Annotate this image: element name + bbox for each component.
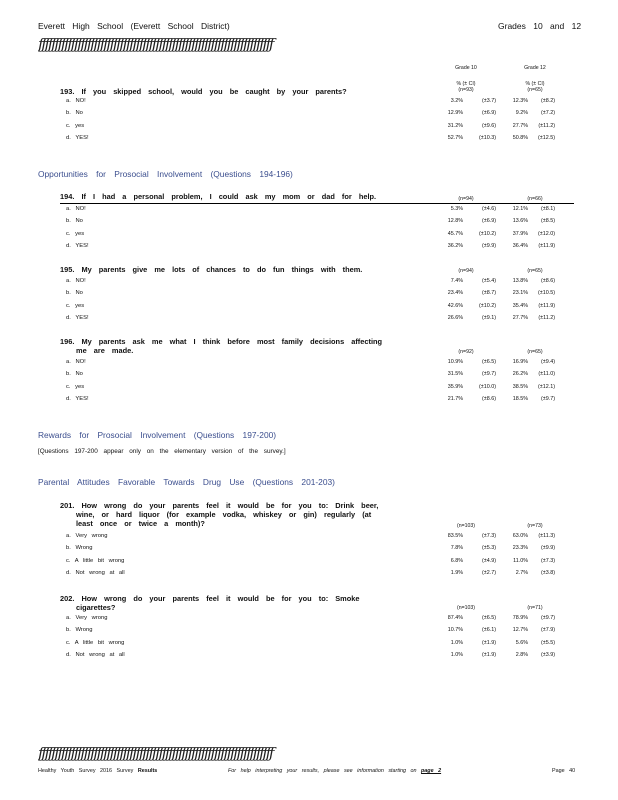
question-202-title-line2: cigarettes? xyxy=(76,603,116,612)
question-202-title-line1: 202. How wrong do your parents feel it would be for you to: Smoke xyxy=(60,594,360,603)
option-label: d. YES! xyxy=(66,395,89,402)
grade10-ci: (±8.6) xyxy=(481,395,496,402)
grade12-percent: 23.1% xyxy=(512,290,528,297)
grade12-percent: 12.1% xyxy=(512,206,528,212)
grade12-ci: (±11.9) xyxy=(538,242,555,249)
grade10-percent: 87.4% xyxy=(447,615,463,621)
col-head-grade12: Grade 12 xyxy=(524,65,546,71)
grade10-percent: 31.5% xyxy=(447,371,463,378)
grade10-percent: 35.9% xyxy=(447,383,463,390)
grade12-ci: (±5.5) xyxy=(540,639,555,646)
grade12-ci: (±7.2) xyxy=(540,110,555,117)
col-head-ci-10: % (± CI) xyxy=(456,81,476,87)
grade12-ci: (±9.7) xyxy=(540,395,555,402)
option-label: b. No xyxy=(66,371,83,378)
grade10-percent: 36.2% xyxy=(447,242,463,249)
grade10-percent: 3.2% xyxy=(450,98,463,104)
q202-n-grade10: (n=103) xyxy=(456,605,476,611)
grade10-ci: (±6.5) xyxy=(481,615,496,621)
grade10-percent: 21.7% xyxy=(447,395,463,402)
grade12-percent: 50.8% xyxy=(512,134,528,141)
section-heading-parental-attitudes: Parental Attitudes Favorable Towards Drug Use (Questions 201-203) xyxy=(38,477,335,487)
footer-survey-label: Healthy Youth Survey 2016 Survey xyxy=(38,768,134,774)
option-label: d. YES! xyxy=(66,134,89,141)
grade12-ci: (±11.2) xyxy=(538,314,555,321)
q201-n-grade10: (n=103) xyxy=(456,523,476,529)
grade10-percent: 83.5% xyxy=(447,533,463,539)
grade10-ci: (±9.7) xyxy=(481,371,496,378)
grade12-percent: 27.7% xyxy=(512,314,528,321)
grade10-ci: (±2.7) xyxy=(481,569,496,576)
grade12-ci: (±10.5) xyxy=(537,290,555,297)
grade12-ci: (±3.9) xyxy=(540,651,555,658)
option-label: a. NO! xyxy=(66,359,86,365)
option-label: a. Very wrong xyxy=(66,615,108,621)
q194-n-grade12: (n=66) xyxy=(527,196,543,202)
grade10-percent: 1.0% xyxy=(450,651,463,658)
q194-n-grade10: (n=94) xyxy=(458,196,474,202)
option-label: a. NO! xyxy=(66,98,86,104)
grade10-ci: (±10.2) xyxy=(478,230,496,237)
grade12-ci: (±11.0) xyxy=(538,371,555,378)
grade10-ci: (±4.6) xyxy=(481,206,496,212)
question-194-title: 194. If I had a personal problem, I could ask my mom or dad for help. xyxy=(60,192,377,201)
question-201-title-line3: least once or twice a month)? xyxy=(76,519,205,528)
q193-n-grade12: (n=65) xyxy=(527,87,543,93)
grade10-percent: 10.9% xyxy=(447,359,463,365)
grade10-ci: (±6.5) xyxy=(481,359,496,365)
grade10-ci: (±10.0) xyxy=(478,383,496,390)
grade12-percent: 27.7% xyxy=(512,122,528,129)
option-label: a. NO! xyxy=(66,278,86,284)
grade10-ci: (±10.2) xyxy=(478,302,496,309)
grade12-ci: (±7.3) xyxy=(540,557,555,564)
grade10-percent: 6.8% xyxy=(450,557,463,564)
option-label: a. Very wrong xyxy=(66,533,108,539)
grade10-percent: 7.8% xyxy=(450,545,463,552)
grade12-ci: (±9.9) xyxy=(540,545,555,552)
footer-results-label: Results xyxy=(137,768,158,774)
grade12-percent: 12.3% xyxy=(512,98,528,104)
q193-n-grade10: (n=93) xyxy=(458,87,474,93)
option-label: c. yes xyxy=(66,122,85,129)
grade10-ci: (±8.7) xyxy=(481,290,496,297)
footer-page-number: Page 40 xyxy=(552,768,576,774)
footer-survey-name xyxy=(38,768,157,774)
grade12-percent: 2.7% xyxy=(515,569,528,576)
grade12-ci: (±8.6) xyxy=(540,278,555,284)
question-193-title: 193. If you skipped school, would you be caught by your parents? xyxy=(60,87,347,96)
footer-page-link[interactable]: page 2 xyxy=(421,768,442,774)
grade10-percent: 10.7% xyxy=(447,627,463,634)
option-label: d. Not wrong at all xyxy=(66,651,125,658)
col-head-grade10: Grade 10 xyxy=(455,65,477,71)
grade10-ci: (±4.9) xyxy=(481,557,496,564)
grade10-ci: (±3.7) xyxy=(481,98,496,104)
grade12-ci: (±11.2) xyxy=(538,122,555,129)
grade12-percent: 26.2% xyxy=(512,371,528,378)
option-label: a. NO! xyxy=(66,206,86,212)
grade10-percent: 1.0% xyxy=(450,639,463,646)
q201-n-grade12: (n=73) xyxy=(527,523,543,529)
grade12-percent: 2.8% xyxy=(515,651,528,658)
grade12-ci: (±9.4) xyxy=(540,359,555,365)
grade12-percent: 18.5% xyxy=(512,395,528,402)
rewards-note: [Questions 197-200 appear only on the elementary version of the survey.] xyxy=(38,448,286,455)
question-196-title-line1: 196. My parents ask me what I think before most family decisions affecting xyxy=(60,337,383,346)
grade12-ci: (±11.9) xyxy=(538,302,555,309)
option-label: b. No xyxy=(66,290,83,297)
grade10-percent: 12.9% xyxy=(447,110,463,117)
col-head-ci-12: % (± CI) xyxy=(525,81,545,87)
grade12-percent: 13.8% xyxy=(512,278,528,284)
grade12-ci: (±12.0) xyxy=(537,230,555,237)
grade10-percent: 45.7% xyxy=(447,230,463,237)
option-label: d. YES! xyxy=(66,242,89,249)
grade12-percent: 35.4% xyxy=(512,302,528,309)
grade12-percent: 36.4% xyxy=(512,242,528,249)
grade10-ci: (±1.9) xyxy=(481,651,496,658)
grade10-ci: (±9.9) xyxy=(481,242,496,249)
grade10-ci: (±6.1) xyxy=(481,627,496,634)
grade10-ci: (±5.3) xyxy=(481,545,496,552)
decorative-divider-bottom: ƒƒƒƒƒƒƒƒƒƒƒƒƒƒƒƒƒƒƒƒƒƒƒƒƒƒƒƒƒƒƒƒƒƒƒƒƒƒƒƒƒƒƒƒƒƒƒƒƒƒƒƒƒƒƒƒƒƒƒƒƒƒƒƒƒƒƒƒƒƒƒƒ xyxy=(38,744,273,762)
q194-underline-rule xyxy=(60,203,574,204)
grade12-percent: 37.9% xyxy=(512,230,528,237)
grade10-percent: 52.7% xyxy=(447,134,463,141)
grade10-ci: (±10.3) xyxy=(478,134,496,141)
grade12-ci: (±8.2) xyxy=(540,98,555,104)
option-label: b. Wrong xyxy=(66,545,93,552)
q196-n-grade10: (n=92) xyxy=(458,349,474,355)
question-195-title: 195. My parents give me lots of chances to do fun things with them. xyxy=(60,265,363,274)
grade10-percent: 26.6% xyxy=(447,314,463,321)
question-196-title-line2: me are made. xyxy=(76,346,134,355)
grade12-percent: 63.0% xyxy=(512,533,528,539)
grade10-percent: 23.4% xyxy=(447,290,463,297)
grade10-percent: 42.6% xyxy=(447,302,463,309)
option-label: c. A little bit wrong xyxy=(66,557,125,564)
grade12-percent: 16.9% xyxy=(512,359,528,365)
grade10-ci: (±7.3) xyxy=(481,533,496,539)
grade12-ci: (±3.8) xyxy=(540,569,555,576)
grade12-ci: (±8.1) xyxy=(540,206,555,212)
question-201-title-line2: wine, or hard liquor (for example vodka, whiskey or gin) regularly (at xyxy=(76,510,372,519)
option-label: d. YES! xyxy=(66,314,89,321)
grade12-percent: 78.9% xyxy=(512,615,528,621)
grade10-ci: (±6.9) xyxy=(481,110,496,117)
grade12-ci: (±12.5) xyxy=(537,134,555,141)
grade12-ci: (±9.7) xyxy=(540,615,555,621)
question-201-title-line1: 201. How wrong do your parents feel it would be for you to: Drink beer, xyxy=(60,501,379,510)
grade12-percent: 9.2% xyxy=(515,110,528,117)
grade12-ci: (±12.1) xyxy=(537,383,555,390)
option-label: c. yes xyxy=(66,302,85,309)
grade10-percent: 12.8% xyxy=(447,218,463,225)
option-label: b. Wrong xyxy=(66,627,93,634)
q195-n-grade10: (n=94) xyxy=(458,268,474,274)
grade12-percent: 12.7% xyxy=(512,627,528,634)
grade10-percent: 5.3% xyxy=(450,206,463,212)
option-label: c. A little bit wrong xyxy=(66,639,125,646)
grade10-ci: (±9.1) xyxy=(481,314,496,321)
section-heading-opportunities: Opportunities for Prosocial Involvement (Questions 194-196) xyxy=(38,169,293,179)
q195-n-grade12: (n=65) xyxy=(527,268,543,274)
grade10-percent: 1.9% xyxy=(450,569,463,576)
option-label: c. yes xyxy=(66,383,85,390)
grade12-percent: 11.0% xyxy=(513,557,528,564)
grade10-ci: (±5.4) xyxy=(481,278,496,284)
grade12-percent: 23.3% xyxy=(512,545,528,552)
footer-help-label: For help interpreting your results, please see information starting on xyxy=(228,768,417,774)
grade12-ci: (±8.5) xyxy=(540,218,555,225)
report-header-grades: Grades 10 and 12 xyxy=(498,21,582,31)
q202-n-grade12: (n=71) xyxy=(527,605,543,611)
option-label: b. No xyxy=(66,218,83,225)
grade12-percent: 13.6% xyxy=(512,218,528,225)
q196-n-grade12: (n=65) xyxy=(527,349,543,355)
grade10-percent: 7.4% xyxy=(450,278,463,284)
footer-help-text xyxy=(228,768,441,774)
grade12-percent: 38.5% xyxy=(512,383,528,390)
decorative-divider-top: ƒƒƒƒƒƒƒƒƒƒƒƒƒƒƒƒƒƒƒƒƒƒƒƒƒƒƒƒƒƒƒƒƒƒƒƒƒƒƒƒƒƒƒƒƒƒƒƒƒƒƒƒƒƒƒƒƒƒƒƒƒƒƒƒƒƒƒƒƒƒƒƒ xyxy=(38,35,273,53)
section-heading-rewards: Rewards for Prosocial Involvement (Questions 197-200) xyxy=(38,430,277,440)
report-header-school: Everett High School (Everett School District) xyxy=(38,21,230,31)
option-label: d. Not wrong at all xyxy=(66,569,125,576)
option-label: c. yes xyxy=(66,230,85,237)
grade10-ci: (±6.9) xyxy=(481,218,496,225)
grade12-percent: 5.6% xyxy=(515,639,528,646)
grade12-ci: (±7.9) xyxy=(540,627,555,634)
grade10-ci: (±1.9) xyxy=(481,639,496,646)
option-label: b. No xyxy=(66,110,83,117)
grade10-percent: 31.2% xyxy=(447,122,463,129)
grade10-ci: (±9.6) xyxy=(481,122,496,129)
grade12-ci: (±11.3) xyxy=(538,533,555,539)
